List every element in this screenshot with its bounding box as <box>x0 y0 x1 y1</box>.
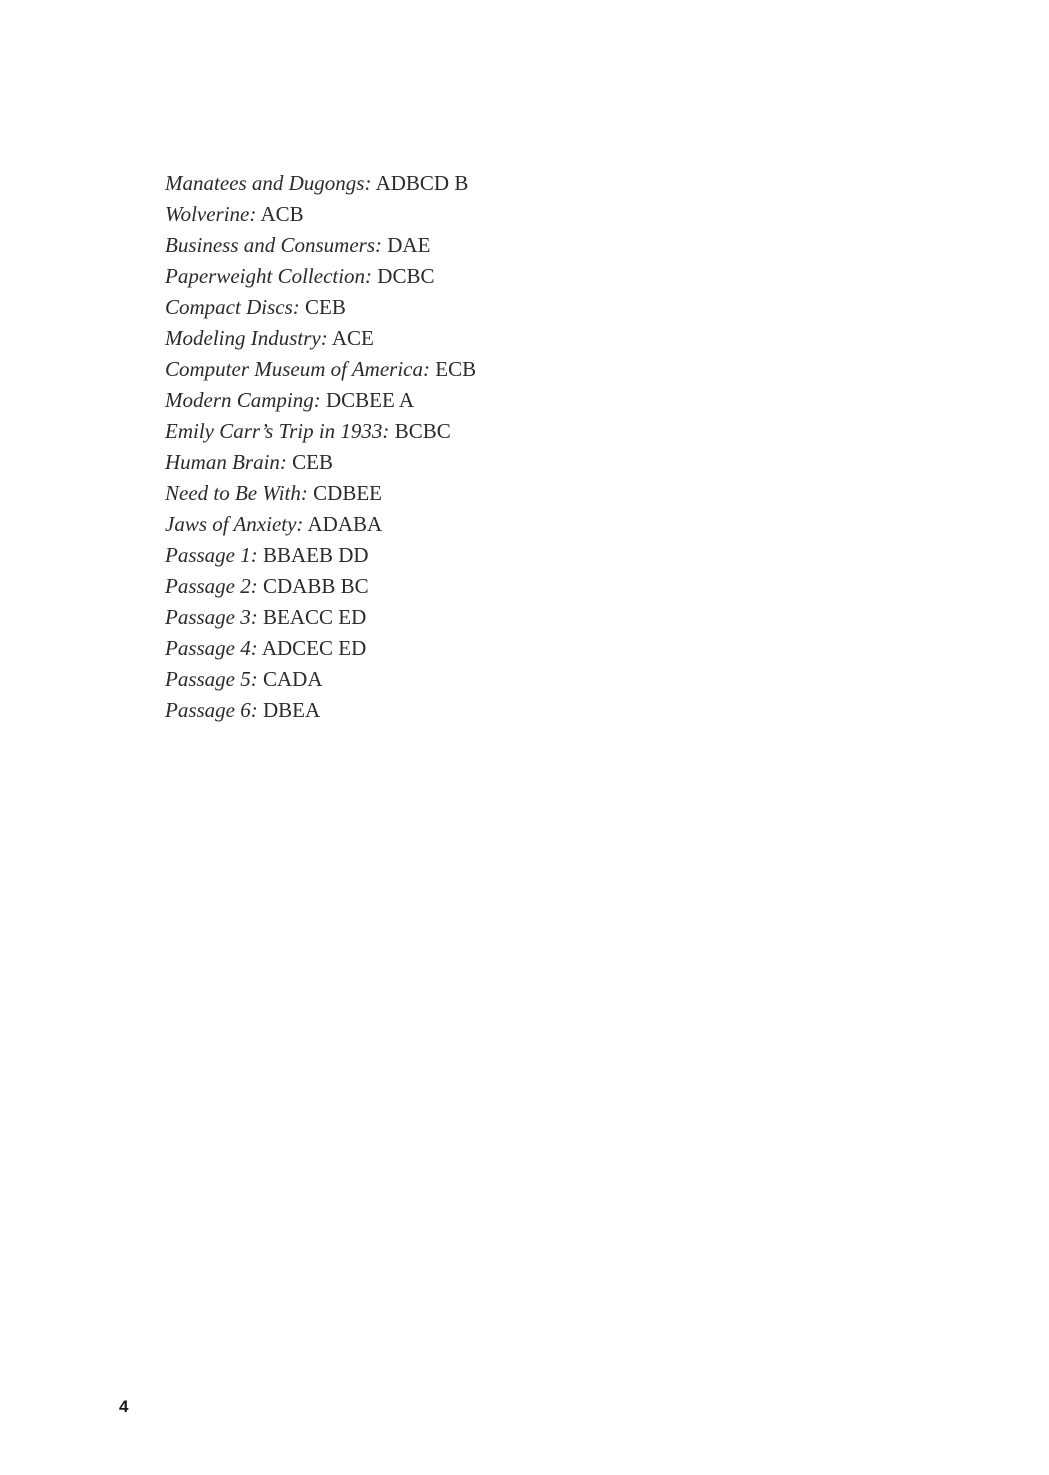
answer-letters: BEACC ED <box>263 605 367 629</box>
answer-entry <box>165 509 476 540</box>
passage-title: Passage 6: <box>165 698 258 722</box>
answer-letters: ECB <box>435 357 477 381</box>
page-number: 4 <box>119 1397 129 1416</box>
passage-title: Paperweight Collection: <box>165 264 373 288</box>
answer-letters: BCBC <box>394 419 451 443</box>
passage-title: Passage 2: <box>165 574 258 598</box>
answer-letters: CDBEE <box>313 481 382 505</box>
answer-entry <box>165 168 476 199</box>
answer-letters: DAE <box>387 233 431 257</box>
answer-letters: DBEA <box>263 698 321 722</box>
answer-entry <box>165 323 476 354</box>
passage-title: Passage 5: <box>165 667 258 691</box>
answer-entry <box>165 540 476 571</box>
answer-letters: ADBCD B <box>375 171 469 195</box>
answer-letters: ADCEC ED <box>261 636 367 660</box>
answer-entry <box>165 354 476 385</box>
answer-entry <box>165 447 476 478</box>
answer-letters: CDABB BC <box>263 574 369 598</box>
passage-title: Compact Discs: <box>165 295 300 319</box>
answer-entry <box>165 602 476 633</box>
answer-letters: ADABA <box>307 512 383 536</box>
passage-title: Passage 3: <box>165 605 258 629</box>
answer-letters: CEB <box>305 295 346 319</box>
answer-entry <box>165 664 476 695</box>
passage-title: Modern Camping: <box>165 388 321 412</box>
answer-key-list <box>165 168 476 726</box>
passage-title: Computer Museum of America: <box>165 357 430 381</box>
answer-letters: ACB <box>260 202 304 226</box>
answer-entry <box>165 385 476 416</box>
passage-title: Passage 1: <box>165 543 258 567</box>
answer-entry <box>165 695 476 726</box>
answer-entry <box>165 292 476 323</box>
passage-title: Wolverine: <box>165 202 257 226</box>
answer-letters: CADA <box>263 667 323 691</box>
answer-entry <box>165 633 476 664</box>
passage-title: Manatees and Dugongs: <box>165 171 372 195</box>
passage-title: Emily Carr’s Trip in 1933: <box>165 419 390 443</box>
answer-letters: ACE <box>331 326 374 350</box>
passage-title: Human Brain: <box>165 450 287 474</box>
answer-letters: DCBEE A <box>326 388 415 412</box>
passage-title: Need to Be With: <box>165 481 308 505</box>
passage-title: Passage 4: <box>165 636 258 660</box>
passage-title: Business and Consumers: <box>165 233 383 257</box>
answer-entry <box>165 416 476 447</box>
answer-entry <box>165 261 476 292</box>
passage-title: Jaws of Anxiety: <box>165 512 304 536</box>
answer-entry <box>165 230 476 261</box>
answer-entry <box>165 478 476 509</box>
answer-letters: BBAEB DD <box>263 543 369 567</box>
answer-entry <box>165 199 476 230</box>
passage-title: Modeling Industry: <box>165 326 328 350</box>
answer-entry <box>165 571 476 602</box>
answer-letters: DCBC <box>377 264 435 288</box>
answer-letters: CEB <box>292 450 334 474</box>
